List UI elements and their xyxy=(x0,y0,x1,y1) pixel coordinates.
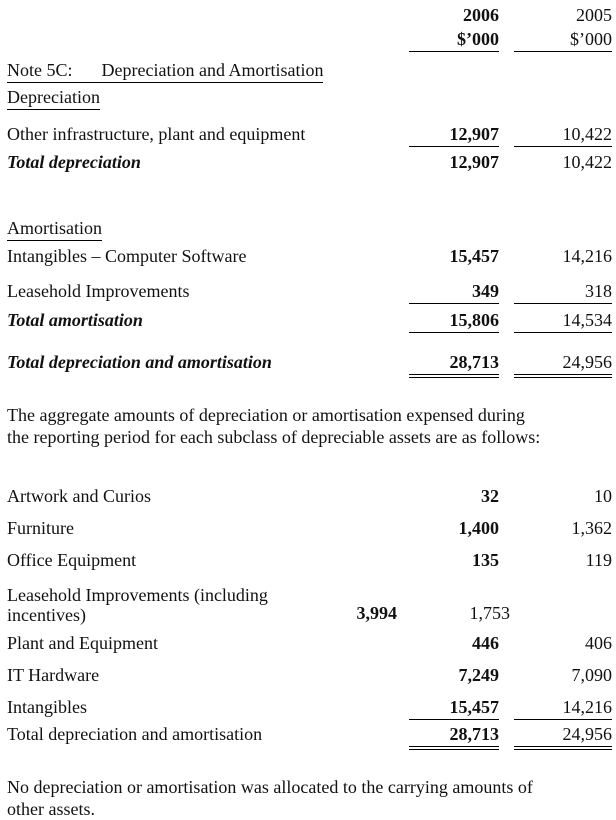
note-title xyxy=(7,60,323,83)
amortisation-section-heading-line xyxy=(7,218,612,241)
value-2006: 7,249 xyxy=(458,665,499,685)
paragraph-line: No depreciation or amortisation was allocated to the carrying amounts of xyxy=(7,777,533,797)
column-header-units xyxy=(7,29,612,52)
row-label: Furniture xyxy=(7,518,74,538)
row-label: Total depreciation and amortisation xyxy=(7,352,272,372)
col-unit-2006: $’000 xyxy=(409,29,499,52)
note-number: Note 5C: xyxy=(7,60,73,80)
value-2005: 14,534 xyxy=(514,310,612,333)
value-2006: 446 xyxy=(472,633,499,653)
value-2006: 28,713 xyxy=(409,724,499,750)
row-label: Total amortisation xyxy=(7,310,143,330)
closing-paragraph xyxy=(7,776,612,820)
amortisation-heading: Amortisation xyxy=(7,218,102,241)
table-row-grand-total xyxy=(7,352,612,378)
column-header-years xyxy=(7,5,612,27)
row-label: Intangibles xyxy=(7,697,87,717)
table-row-total xyxy=(7,152,612,174)
depreciation-heading: Depreciation xyxy=(7,87,100,110)
value-2006: 135 xyxy=(472,550,499,570)
value-2006: 12,907 xyxy=(409,124,499,147)
table-row xyxy=(7,550,612,572)
table-row xyxy=(7,124,612,147)
table-row-total xyxy=(7,310,612,333)
table-row xyxy=(7,697,612,720)
value-2006: 15,806 xyxy=(409,310,499,333)
value-2006: 15,457 xyxy=(409,697,499,720)
value-2005: 14,216 xyxy=(514,697,612,720)
table-row xyxy=(7,665,612,687)
row-label: Total depreciation and amortisation xyxy=(7,724,263,744)
aggregate-paragraph xyxy=(7,404,612,448)
row-label: Other infrastructure, plant and equipment xyxy=(7,124,306,144)
value-2005: 14,216 xyxy=(562,246,612,266)
value-2006: 1,400 xyxy=(458,518,499,538)
depreciation-section-heading-line xyxy=(7,87,612,110)
row-label: Intangibles – Computer Software xyxy=(7,246,247,266)
paragraph-line: other assets. xyxy=(7,799,95,819)
row-label: Total depreciation xyxy=(7,152,141,172)
row-label: Leasehold Improvements xyxy=(7,281,190,301)
value-2005: 119 xyxy=(585,550,612,570)
value-2005: 10,422 xyxy=(562,152,612,172)
value-2006: 3,994 xyxy=(356,603,397,623)
value-2006: 12,907 xyxy=(449,152,499,172)
row-label: Leasehold Improvements (including incentives) xyxy=(7,585,268,625)
row-label: Office Equipment xyxy=(7,550,137,570)
paragraph-line: the reporting period for each subclass of depreciable assets are as follows: xyxy=(7,427,541,447)
table-row xyxy=(7,518,612,540)
value-2006: 349 xyxy=(409,281,499,304)
table-row xyxy=(7,246,612,268)
note-title-line xyxy=(7,60,612,83)
value-2005: 406 xyxy=(585,633,612,653)
col-unit-2005: $’000 xyxy=(514,29,612,52)
value-2005: 24,956 xyxy=(514,724,612,750)
row-label: IT Hardware xyxy=(7,665,100,685)
value-2005: 1,753 xyxy=(469,603,510,623)
value-2006: 15,457 xyxy=(449,246,499,266)
value-2005: 24,956 xyxy=(514,352,612,378)
value-2006: 32 xyxy=(481,486,499,506)
value-2005: 10 xyxy=(594,486,612,506)
paragraph-line: The aggregate amounts of depreciation or amortisation expensed during xyxy=(7,405,525,425)
table-row xyxy=(7,585,612,625)
table-row xyxy=(7,486,612,508)
table-row-grand-total xyxy=(7,724,612,750)
table-row xyxy=(7,281,612,304)
value-2006: 28,713 xyxy=(409,352,499,378)
value-2005: 7,090 xyxy=(571,665,612,685)
col-header-2006: 2006 xyxy=(463,5,499,25)
row-label: Plant and Equipment xyxy=(7,633,158,653)
row-label: Artwork and Curios xyxy=(7,486,151,506)
col-header-2005: 2005 xyxy=(576,5,612,25)
value-2005: 1,362 xyxy=(571,518,612,538)
note-heading: Depreciation and Amortisation xyxy=(101,60,324,80)
value-2005: 318 xyxy=(514,281,612,304)
value-2005: 10,422 xyxy=(514,124,612,147)
table-row xyxy=(7,633,612,655)
